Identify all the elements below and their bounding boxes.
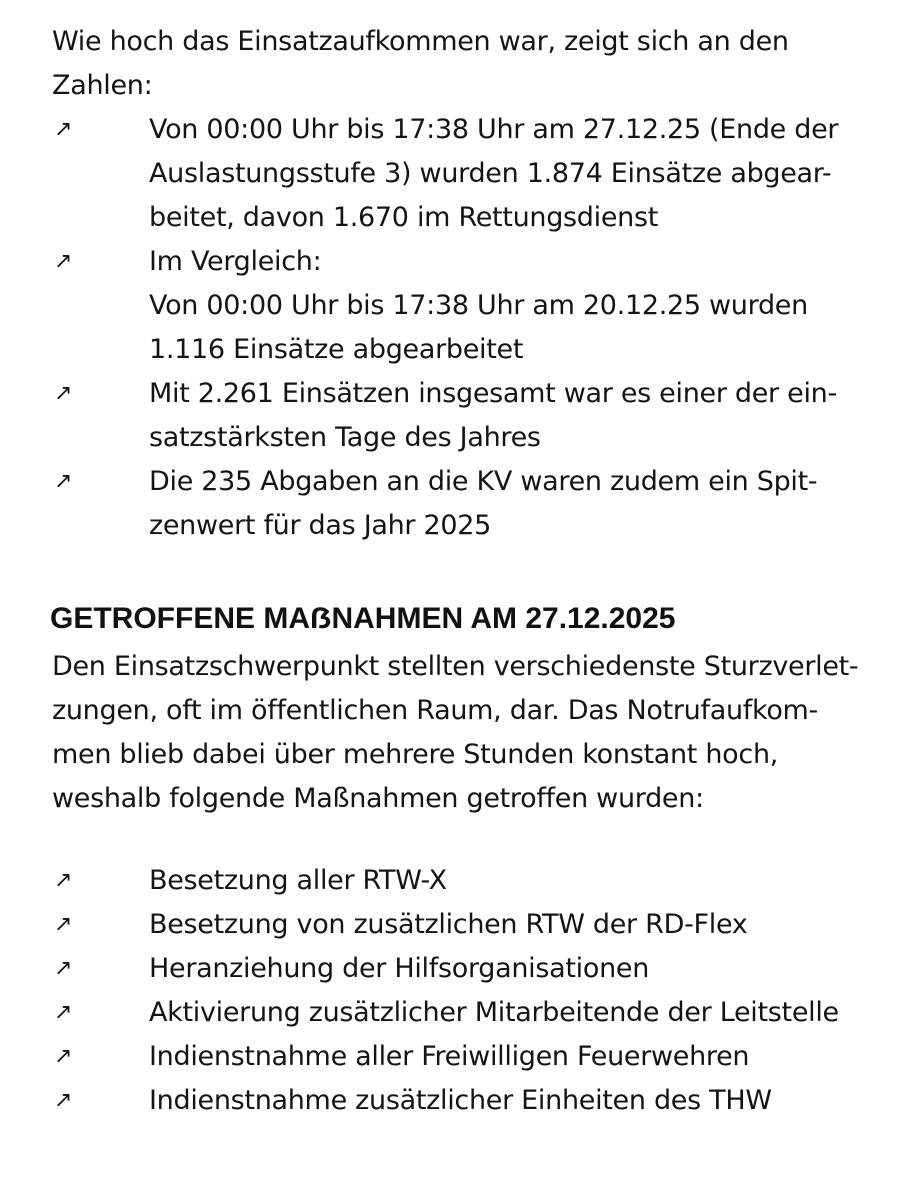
arrow-up-right-icon: ↗: [54, 117, 73, 142]
paragraph-line: weshalb folgende Maßnahmen getroffen wurden:: [52, 783, 704, 814]
list-item-text: Indienstnahme zusätzlicher Einheiten des THW: [149, 1085, 772, 1116]
list-item-line: Auslastungsstufe 3) wurden 1.874 Einsätze abgear-: [149, 158, 832, 189]
intro-line: Wie hoch das Einsatzaufkommen war, zeigt sich an den: [52, 26, 789, 57]
list-item: [52, 859, 902, 903]
section-paragraph: [52, 645, 902, 821]
list-item: [52, 240, 902, 372]
arrow-up-right-icon: ↗: [54, 1088, 73, 1113]
list-item-text: [149, 240, 902, 372]
list-item: [52, 372, 902, 460]
list-item: [52, 1079, 902, 1123]
list-item: [52, 108, 902, 240]
list-item-line: Mit 2.261 Einsätzen insgesamt war es einer der ein-: [149, 378, 837, 409]
list-item-line: zenwert für das Jahr 2025: [149, 510, 492, 541]
intro-paragraph: [52, 20, 872, 108]
arrow-up-right-icon: ↗: [54, 1000, 73, 1025]
statistics-list: [52, 108, 902, 548]
list-item-text: [149, 460, 902, 548]
paragraph-line: zungen, oft im öffentlichen Raum, dar. Das Notrufaufkom-: [52, 695, 819, 726]
list-item-text: Aktivierung zusätzlicher Mitarbeitende der Leitstelle: [149, 997, 839, 1028]
section-heading: GETROFFENE MAẞNAHMEN AM 27.12.2025: [50, 602, 676, 635]
list-item-text: [149, 372, 902, 460]
list-item-line: Von 00:00 Uhr bis 17:38 Uhr am 20.12.25 wurden: [149, 290, 808, 321]
arrow-up-right-icon: ↗: [54, 956, 73, 981]
paragraph-line: men blieb dabei über mehrere Stunden konstant hoch,: [52, 739, 779, 770]
arrow-up-right-icon: ↗: [54, 249, 73, 274]
list-item-text: Besetzung von zusätzlichen RTW der RD-Flex: [149, 909, 748, 940]
intro-line: Zahlen:: [52, 70, 153, 101]
paragraph-line: Den Einsatzschwerpunkt stellten verschiedenste Sturzverlet-: [52, 651, 859, 682]
list-item-line: Im Vergleich:: [149, 246, 322, 277]
arrow-up-right-icon: ↗: [54, 469, 73, 494]
list-item-text: [149, 108, 902, 240]
list-item-line: 1.116 Einsätze abgearbeitet: [149, 334, 524, 365]
arrow-up-right-icon: ↗: [54, 1044, 73, 1069]
arrow-up-right-icon: ↗: [54, 381, 73, 406]
list-item-text: Heranziehung der Hilfsorganisationen: [149, 953, 650, 984]
list-item: [52, 903, 902, 947]
arrow-up-right-icon: ↗: [54, 912, 73, 937]
measures-list: [52, 859, 902, 1123]
list-item: [52, 991, 902, 1035]
list-item-line: Von 00:00 Uhr bis 17:38 Uhr am 27.12.25 (Ende der: [149, 114, 839, 145]
list-item: [52, 1035, 902, 1079]
list-item: [52, 460, 902, 548]
list-item-text: Indienstnahme aller Freiwilligen Feuerwehren: [149, 1041, 750, 1072]
list-item-line: satzstärksten Tage des Jahres: [149, 422, 541, 453]
list-item-line: Die 235 Abgaben an die KV waren zudem ein Spit-: [149, 466, 818, 497]
list-item: [52, 947, 902, 991]
arrow-up-right-icon: ↗: [54, 868, 73, 893]
list-item-line: beitet, davon 1.670 im Rettungsdienst: [149, 202, 659, 233]
list-item-text: Besetzung aller RTW-X: [149, 865, 447, 896]
